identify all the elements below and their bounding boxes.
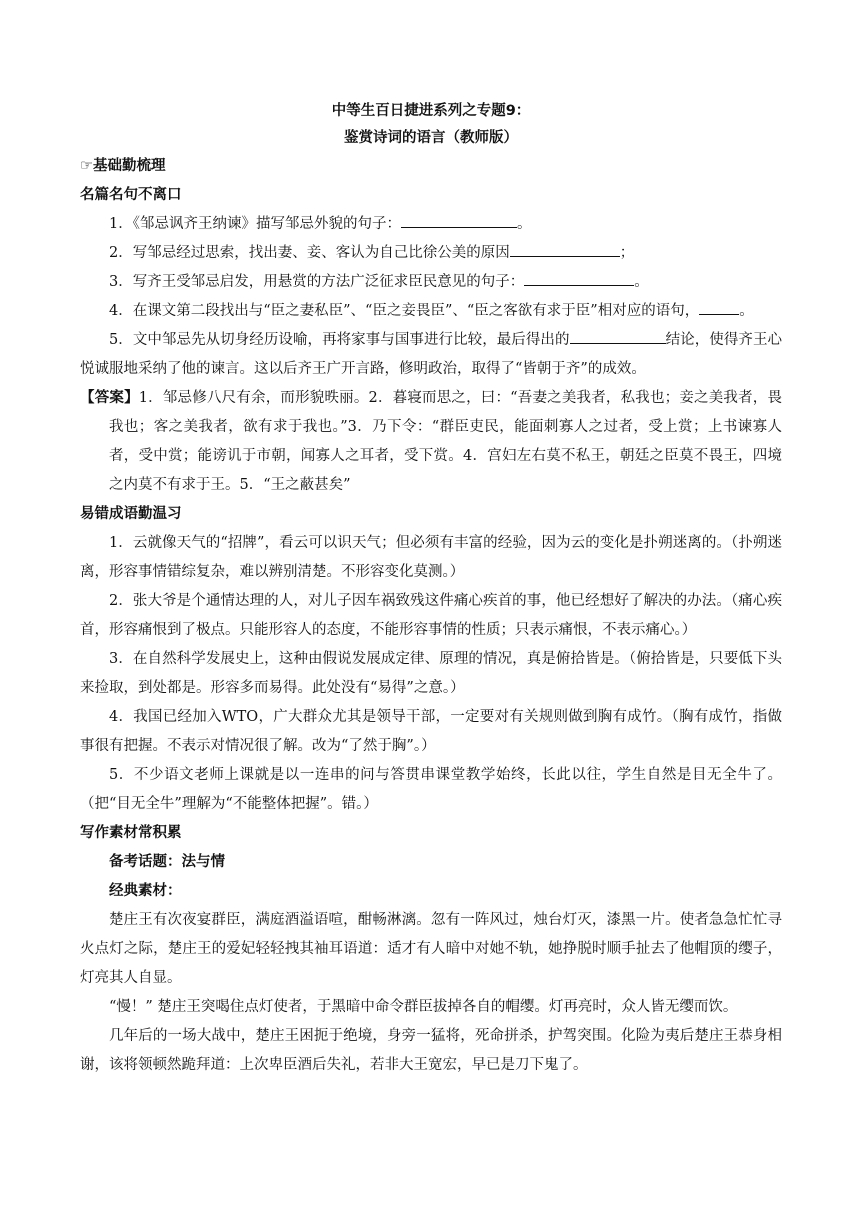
material-paragraph-1: 楚庄王有次夜宴群臣，满庭酒溢语喧，酣畅淋漓。忽有一阵风过，烛台灯灭，漆黑一片。使者急急忙忙寻火点灯之际，楚庄王的爱妃轻轻拽其袖耳语道：适才有人暗中对她不轨，她挣脱时顺手扯去了他帽顶的缨子，灯亮其人自显。 (80, 912, 782, 986)
famous-item-1 (80, 210, 782, 239)
famous-item-2-text: 2．写邹忌经过思索，找出妻、妾、客认为自己比徐公美的原因 (109, 245, 510, 261)
famous-item-2 (80, 239, 782, 268)
document-title-line2: 鉴赏诗词的语言（教师版） (344, 130, 518, 146)
famous-item-1-end: 。 (516, 216, 532, 232)
answer-text: 1．邹忌修八尺有余，而形貌昳丽。2．暮寝而思之，曰：“吾妻之美我者，私我也；妾之美我者，畏我也；客之美我者，欲有求于我也。”3．乃下令：“群臣吏民，能面刺寡人之过者，受上赏；上书谏寡人者，受中赏；能谤讥于市朝，闻寡人之耳者，受下赏。4．宫妇左右莫不私王，朝廷之臣莫不畏王，四境之内莫不有求于王。5．“王之蔽甚矣” (109, 390, 782, 493)
idioms-heading: 易错成语勤温习 (80, 506, 182, 522)
famous-item-5 (80, 326, 782, 384)
idiom-item-4: 4．我国已经加入WTO，广大群众尤其是领导干部，一定要对有关规则做到胸有成竹。（胸有成竹，指做事很有把握。不表示对情况很了解。改为“了然于胸”。） (80, 709, 782, 754)
famous-item-4-text: 4．在课文第二段找出与“臣之妻私臣”、“臣之妾畏臣”、“臣之客欲有求于臣”相对应的语句， (109, 303, 700, 319)
idiom-item-1: 1．云就像天气的“招牌”，看云可以识天气；但必须有丰富的经验，因为云的变化是扑朔迷离的。（扑朔迷离，形容事情错综复杂，难以辨别清楚。不形容变化莫测。） (80, 535, 783, 580)
material-paragraph-3: 几年后的一场大战中，楚庄王困扼于绝境，身旁一猛将，死命拼杀，护驾突围。化险为夷后楚庄王恭身相谢，该将领顿然跪拜道：上次卑臣酒后失礼，若非大王宽宏，早已是刀下鬼了。 (80, 1028, 782, 1073)
document-content (80, 98, 782, 1080)
classic-material-label: 经典素材： (109, 883, 182, 899)
answer-blank (699, 300, 739, 315)
famous-quotes-heading: 名篇名句不离口 (80, 187, 182, 203)
famous-item-5-text: 5．文中邹忌先从切身经历设喻，再将家事与国事进行比较，最后得出的 (109, 332, 570, 348)
idiom-item-5: 5．不少语文老师上课就是以一连串的问与答贯串课堂教学始终，长此以往，学生自然是目无全牛了。（把“目无全牛”理解为“不能整体把握”。错。） (80, 767, 782, 812)
famous-item-3-text: 3．写齐王受邹忌启发，用悬赏的方法广泛征求臣民意见的句子： (109, 274, 525, 290)
famous-item-3 (80, 268, 782, 297)
answer-blank (524, 271, 634, 286)
famous-item-3-end: 。 (634, 274, 649, 290)
answer-blank (510, 242, 620, 257)
famous-item-2-end: ； (619, 245, 635, 261)
answer-label: 【答案】 (80, 390, 139, 406)
answer-block (80, 384, 782, 500)
writing-heading: 写作素材常积累 (80, 825, 182, 841)
answer-blank (570, 329, 666, 344)
idiom-item-2: 2．张大爷是个通情达理的人，对儿子因车祸致残这件痛心疾首的事，他已经想好了解决的办法。（痛心疾首，形容痛恨到了极点。只能形容人的态度，不能形容事情的性质；只表示痛恨，不表示痛心。） (80, 593, 782, 638)
famous-item-5-end: 结论，使得齐王心悦诚服地采纳了他的谏言。这以后齐王广开言路，修明政治，取得了“皆朝于齐”的成效。 (80, 332, 782, 377)
famous-item-4-end: 。 (739, 303, 754, 319)
document-title-line1: 中等生百日捷进系列之专题9： (331, 103, 531, 119)
famous-item-1-text: 1．《邹忌讽齐王纳谏》描写邹忌外貌的句子： (109, 216, 401, 232)
idiom-item-3: 3．在自然科学发展史上，这种由假说发展成定律、原理的情况，真是俯拾皆是。（俯拾皆是，只要低下头来捡取，到处都是。形容多而易得。此处没有“易得”之意。） (80, 651, 782, 696)
writing-topic: 备考话题：法与情 (109, 854, 225, 870)
section-basic-heading: ☞基础勤梳理 (80, 158, 166, 174)
answer-blank (401, 213, 517, 228)
famous-item-4 (80, 297, 782, 326)
material-paragraph-2: “慢！” 楚庄王突喝住点灯使者，于黑暗中命令群臣拔掉各自的帽缨。灯再亮时，众人皆无缨而饮。 (109, 999, 738, 1015)
